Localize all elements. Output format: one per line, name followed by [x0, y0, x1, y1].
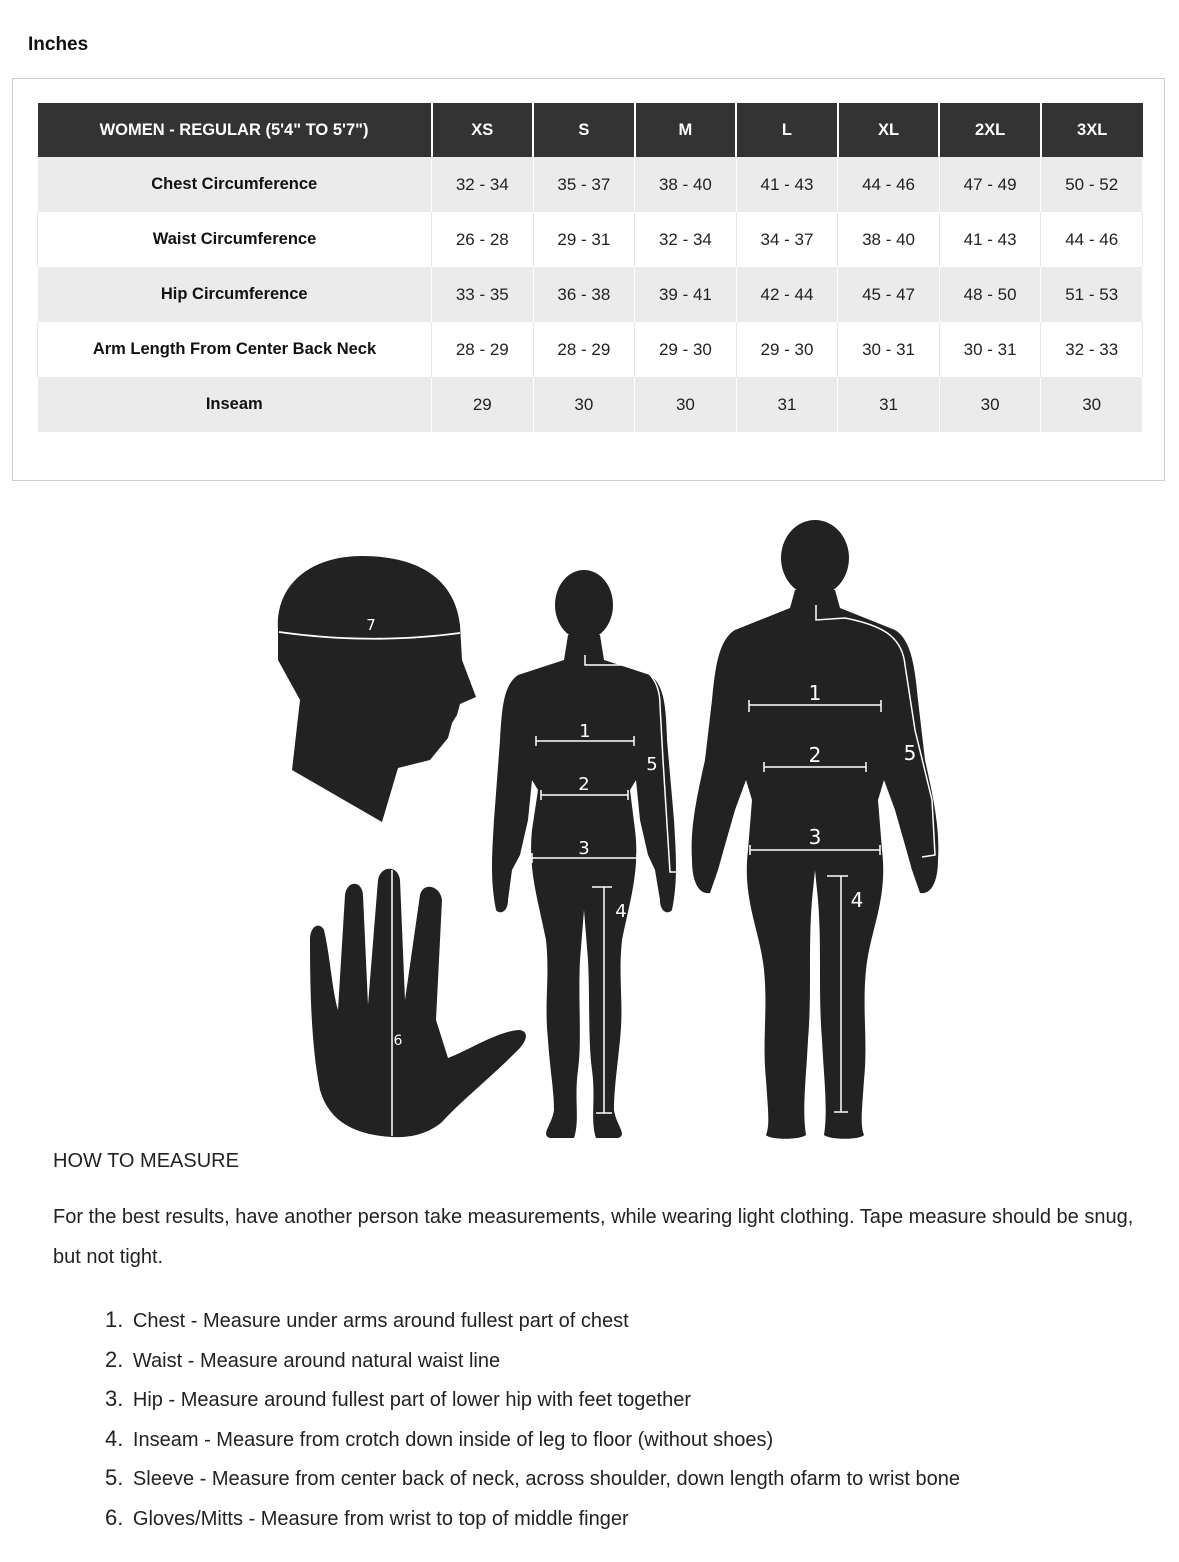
size-chart-panel [12, 78, 1165, 481]
step-text: Sleeve - Measure from center back of neck, across shoulder, down length ofarm to wrist bone [132, 1468, 960, 1490]
svg-text:2: 2 [578, 774, 590, 795]
table-row [38, 267, 1143, 322]
how-to-measure-intro: For the best results, have another person take measurements, while wearing light clothing. Tape measure should be snug, but not tight. [53, 1206, 1134, 1268]
header-size-l: L [736, 103, 838, 157]
row-label: Arm Length From Center Back Neck [38, 322, 432, 377]
step-number: 2. [105, 1346, 124, 1372]
svg-text:3: 3 [808, 825, 822, 849]
table-cell: 32 - 34 [432, 157, 534, 212]
list-item [105, 1379, 960, 1419]
header-size-xs: XS [432, 103, 534, 157]
table-cell: 50 - 52 [1041, 157, 1143, 212]
measure-steps-list [105, 1300, 960, 1537]
header-size-xl: XL [838, 103, 940, 157]
table-cell: 29 - 31 [533, 212, 635, 267]
hand-silhouette [310, 869, 526, 1137]
step-text: Waist - Measure around natural waist line [132, 1349, 501, 1372]
table-cell: 36 - 38 [533, 267, 635, 322]
step-text: Chest - Measure under arms around fullest part of chest [132, 1310, 629, 1332]
table-cell: 30 [635, 377, 737, 432]
list-item [105, 1300, 960, 1340]
row-label: Inseam [38, 377, 432, 432]
table-cell: 38 - 40 [635, 157, 737, 212]
table-cell: 44 - 46 [1041, 212, 1143, 267]
list-item [105, 1498, 960, 1538]
table-cell: 42 - 44 [736, 267, 838, 322]
svg-text:5: 5 [646, 754, 658, 775]
table-cell: 41 - 43 [736, 157, 838, 212]
table-cell: 30 [533, 377, 635, 432]
measurement-diagram [0, 500, 1179, 1150]
table-cell: 30 - 31 [939, 322, 1041, 377]
table-cell: 48 - 50 [939, 267, 1041, 322]
list-item [105, 1458, 960, 1498]
svg-text:1: 1 [579, 721, 591, 742]
header-fit-label: WOMEN - REGULAR (5'4" TO 5'7") [38, 103, 432, 157]
svg-text:1: 1 [808, 681, 822, 705]
table-cell: 34 - 37 [736, 212, 838, 267]
table-cell: 47 - 49 [939, 157, 1041, 212]
step-number: 1. [105, 1307, 124, 1332]
step-number: 6. [105, 1504, 124, 1530]
row-label: Hip Circumference [38, 267, 432, 322]
table-cell: 26 - 28 [432, 212, 534, 267]
table-cell: 28 - 29 [432, 322, 534, 377]
table-cell: 44 - 46 [838, 157, 940, 212]
svg-text:5: 5 [903, 741, 917, 765]
table-cell: 29 - 30 [736, 322, 838, 377]
svg-text:3: 3 [578, 838, 590, 859]
header-size-s: S [533, 103, 635, 157]
head-silhouette [278, 556, 476, 822]
row-label: Chest Circumference [38, 157, 432, 212]
svg-text:4: 4 [615, 901, 627, 922]
step-text: Inseam - Measure from crotch down inside of leg to floor (without shoes) [132, 1428, 774, 1451]
row-label: Waist Circumference [38, 212, 432, 267]
table-row [38, 377, 1143, 432]
how-to-measure-title: HOW TO MEASURE [53, 1150, 239, 1172]
svg-text:6: 6 [393, 1033, 403, 1049]
step-number: 4. [105, 1425, 124, 1451]
table-cell: 29 - 30 [635, 322, 737, 377]
size-chart-table [37, 103, 1143, 432]
header-size-2xl: 2XL [939, 103, 1041, 157]
header-size-3xl: 3XL [1041, 103, 1143, 157]
table-cell: 41 - 43 [939, 212, 1041, 267]
table-cell: 30 - 31 [838, 322, 940, 377]
table-cell: 29 [432, 377, 534, 432]
step-text: Gloves/Mitts - Measure from wrist to top of middle finger [132, 1507, 629, 1530]
svg-text:2: 2 [808, 743, 822, 767]
table-cell: 32 - 34 [635, 212, 737, 267]
step-text: Hip - Measure around fullest part of lower hip with feet together [132, 1389, 691, 1411]
list-item [105, 1340, 960, 1380]
step-number: 3. [105, 1386, 124, 1411]
table-cell: 51 - 53 [1041, 267, 1143, 322]
units-title: Inches [28, 34, 89, 55]
list-item [105, 1419, 960, 1459]
table-row [38, 157, 1143, 212]
table-cell: 30 [1041, 377, 1143, 432]
table-header-row [38, 103, 1143, 157]
table-cell: 38 - 40 [838, 212, 940, 267]
header-size-m: M [635, 103, 737, 157]
table-cell: 33 - 35 [432, 267, 534, 322]
table-cell: 39 - 41 [635, 267, 737, 322]
table-row [38, 212, 1143, 267]
female-silhouette [492, 570, 677, 1138]
table-cell: 28 - 29 [533, 322, 635, 377]
svg-text:7: 7 [366, 616, 376, 634]
table-cell: 31 [838, 377, 940, 432]
table-row [38, 322, 1143, 377]
male-silhouette [692, 520, 939, 1139]
table-cell: 32 - 33 [1041, 322, 1143, 377]
table-cell: 45 - 47 [838, 267, 940, 322]
svg-text:4: 4 [850, 888, 864, 912]
step-number: 5. [105, 1465, 124, 1490]
table-cell: 30 [939, 377, 1041, 432]
table-cell: 31 [736, 377, 838, 432]
table-cell: 35 - 37 [533, 157, 635, 212]
